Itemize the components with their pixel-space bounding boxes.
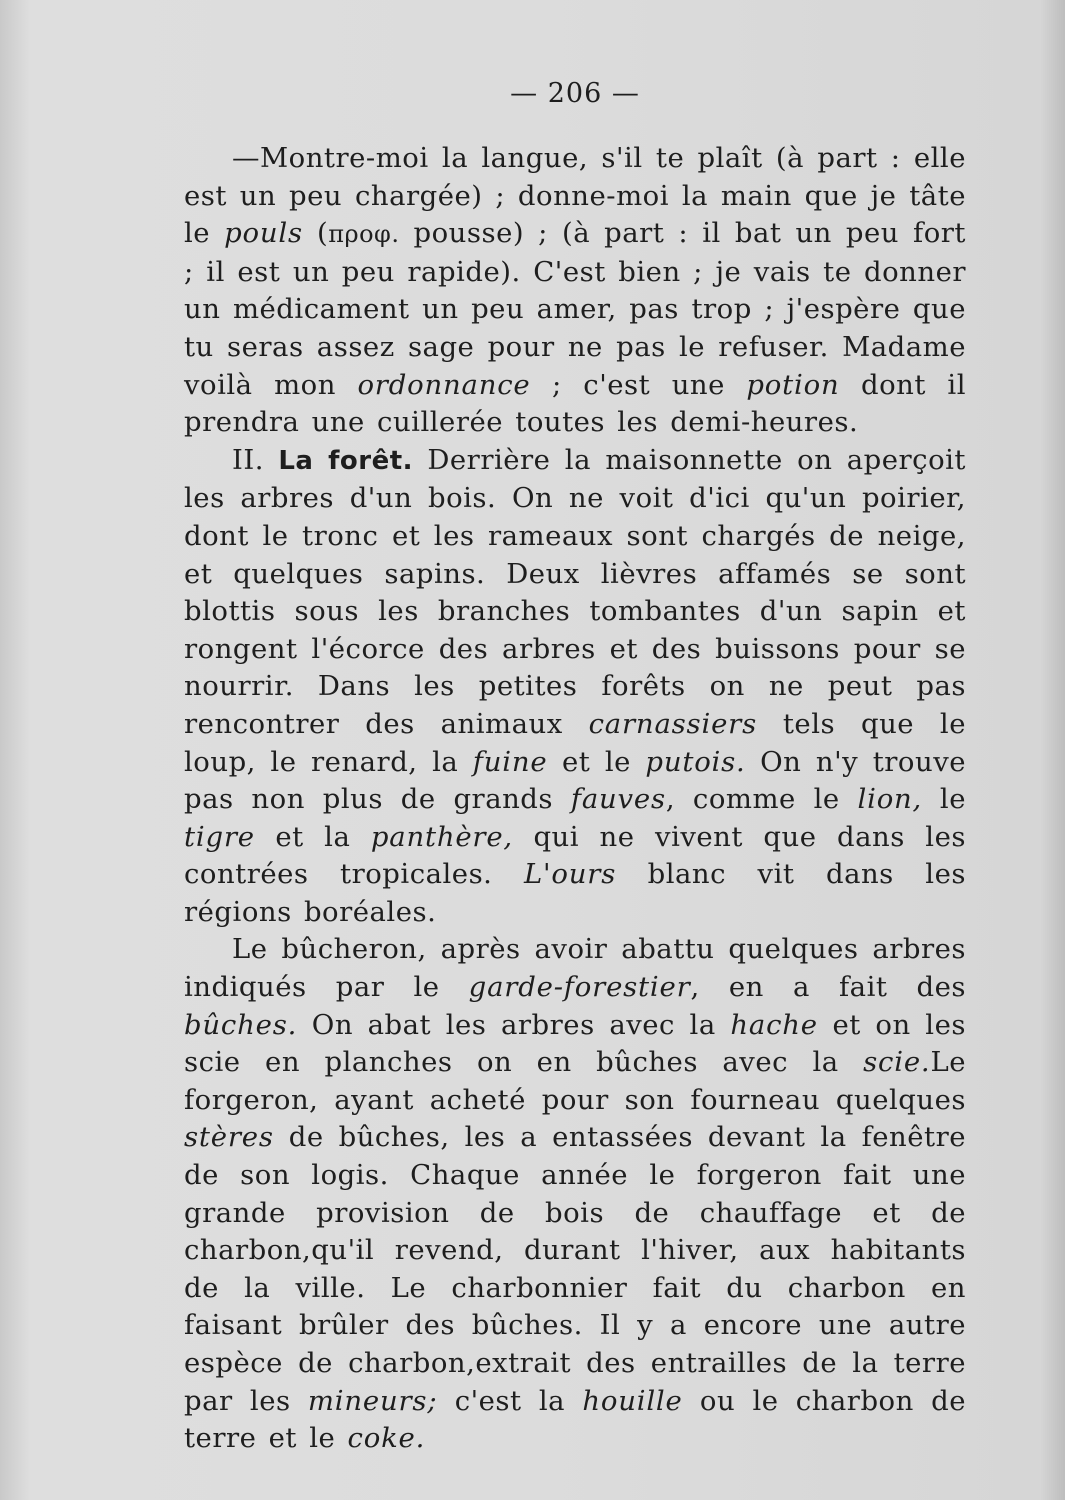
italic-term: fuine (472, 745, 548, 778)
text-segment: de bûches, les a entassées devant la fenêtre de son logis. Chaque année le forgeron fait une grande provision de bois de chauffage et de charbon,qu'il revend, durant l'hiver, aux habitants de la ville. Le charbonnier fait du charbon en faisant brûler des bûches. Il y a encore une autre espèce de charbon,extrait des entrailles de la terre par les (184, 1121, 966, 1417)
italic-term: carnassiers (588, 707, 757, 740)
text-segment: le (922, 783, 966, 816)
text-segment: et la (254, 820, 371, 853)
text-segment: qui ne vivent que dans les contrées tropicales. (184, 820, 966, 891)
italic-term: garde-forestier (468, 971, 691, 1004)
text-segment: blanc vit dans les régions boréales. (184, 858, 966, 928)
text-segment: c'est la (437, 1384, 583, 1417)
text-segment: , en a fait des (690, 971, 967, 1004)
text-segment: ; c'est une (530, 368, 747, 401)
italic-term: scie. (863, 1046, 931, 1079)
text-segment: —Montre-moi la langue, s'il te plaît (à part : elle est un peu chargée) ; donne-moi la main que je tâte le (184, 142, 966, 250)
italic-term: putois. (645, 745, 746, 778)
text-segment: tels que le loup, le renard, la (184, 707, 966, 778)
text-segment: pousse) ; (à part : il bat un peu fort ; il est un peu rapide). C'est bien ; je vais te donner un médicament un peu amer, pas trop ; j'espère que tu seras assez sage pour ne pas le refuser. Madame voilà mon (184, 217, 966, 401)
italic-term: panthère, (370, 820, 513, 853)
body-text (184, 140, 966, 1458)
italic-term: mineurs; (307, 1384, 438, 1417)
text-segment: On abat les arbres avec la (297, 1008, 731, 1041)
text-segment: Derrière la maisonnette on aperçoit les arbres d'un bois. On ne voit d'ici qu'un poirier, dont le tronc et les rameaux sont chargés de neige, et quelques sapins. Deux lièvres affamés se sont blottis sous les branches tombantes d'un sapin et rongent l'écorce des arbres et des buissons pour se nourrir. Dans les petites forêts on ne peut pas rencontrer des animaux (184, 443, 966, 740)
text-segment: On n'y trouve pas non plus de grands (184, 745, 966, 816)
text-segment: Le bûcheron, après avoir abattu quelques arbres indiqués par le (184, 933, 966, 1004)
italic-term: potion (746, 368, 840, 401)
italic-term: tigre (184, 820, 255, 853)
italic-term: stères (184, 1121, 274, 1154)
italic-term: lion, (857, 783, 923, 816)
text-segment: Le forgeron, ayant acheté pour son fourneau quelques (184, 1046, 966, 1116)
italic-term: fauves (570, 783, 666, 816)
paragraph (184, 931, 966, 1457)
text-segment: ou le charbon de terre et le (184, 1384, 966, 1455)
italic-term: coke. (347, 1422, 426, 1455)
italic-term: L'ours (523, 858, 617, 891)
italic-term: bûches. (184, 1008, 298, 1041)
italic-term: hache (730, 1008, 818, 1041)
paragraph (184, 140, 966, 442)
greek-abbreviation: προφ. (328, 220, 400, 249)
text-segment: et le (547, 745, 646, 778)
italic-term: ordonnance (357, 368, 531, 401)
text-segment: , comme le (665, 783, 858, 816)
text-segment: II. (232, 443, 279, 476)
italic-term: pouls (224, 217, 303, 250)
page-number: — 206 — (510, 78, 640, 109)
section-title: La forêt. (278, 445, 414, 476)
paragraph (184, 442, 966, 932)
text-segment: et on les scie en planches on en bûches avec la (184, 1008, 966, 1079)
text-segment: dont il prendra une cuillerée toutes les demi-heures. (184, 368, 967, 439)
text-segment: ( (302, 217, 329, 250)
italic-term: houille (582, 1384, 683, 1417)
